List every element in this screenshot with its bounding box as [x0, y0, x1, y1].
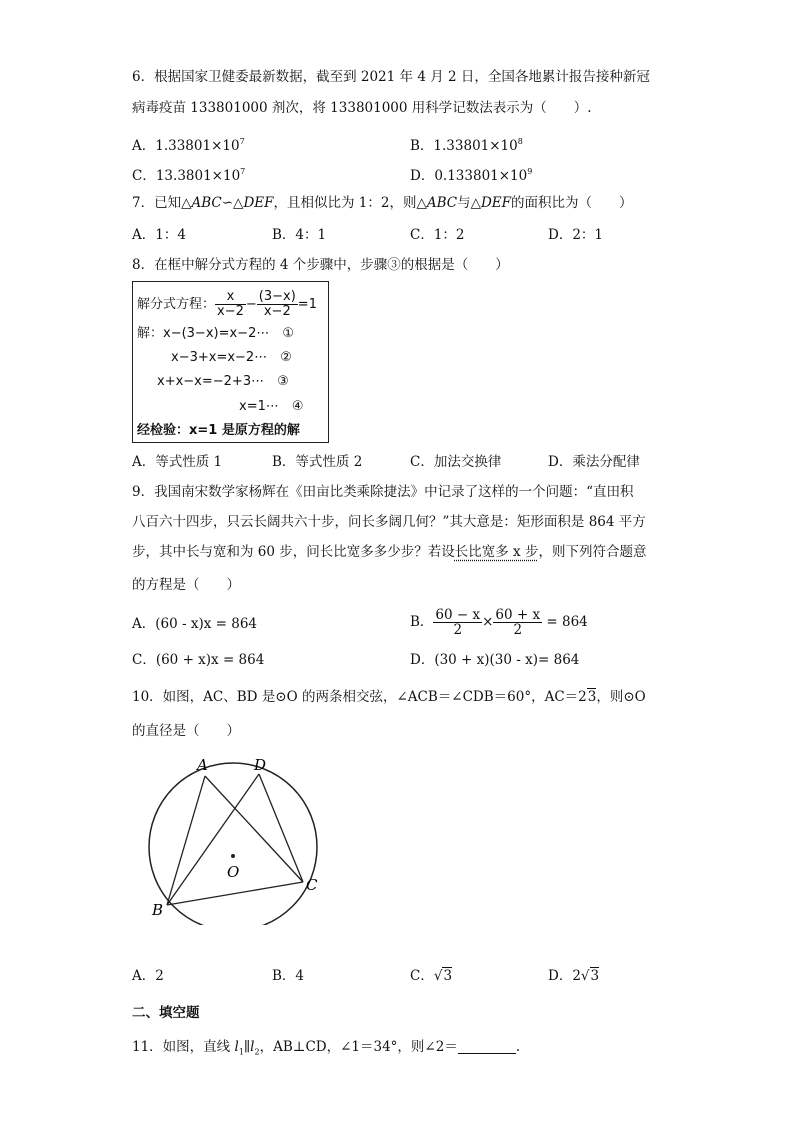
q9-option-a: A．(60 - x)x = 864 [132, 616, 257, 632]
section-title-fill-in: 二、填空题 [132, 1005, 200, 1021]
q10-option-a: A．2 [132, 968, 164, 984]
q9-line2: 八百六十四步，只云长阔共六十步，问长多阔几何？”其大意是：矩形面积是 864 平方 [132, 514, 646, 530]
q6-option-c: C．$13.3801\times 10^7$ [132, 167, 246, 184]
circle-o [149, 763, 317, 925]
q6-line2: 病毒疫苗 133801000 剂次，将 133801000 用科学记数法表示为（ ）. [132, 100, 592, 116]
q9-option-c: C．(60 + x)x = 864 [132, 652, 265, 668]
q9-line1: 9．我国南宋数学家杨辉在《田亩比类乘除捷法》中记录了这样的一个问题：“直田积 [132, 484, 634, 500]
label-b: B [152, 901, 164, 919]
q9-line4: 的方程是（ ） [132, 577, 240, 593]
q8-option-c: C．加法交换律 [410, 454, 502, 470]
center-point [231, 854, 235, 858]
q6-option-d: D．$0.133801\times 10^9$ [410, 167, 533, 184]
q8-option-d: D．乘法分配律 [548, 454, 640, 470]
q8-equation: 解分式方程： $\frac{x}{x-2}$ − $\frac{(3-x)}{x-2}$ =1 [137, 289, 317, 319]
q9-line3: 步，其中长与宽和为 60 步，问长比宽多多少步？若设长比宽多 x 步，则下列符合题意 [132, 544, 647, 560]
q8-step-3: x+x−x=−2+3⋯ ③ [157, 374, 289, 389]
chord-bd [167, 774, 259, 905]
chord-dc [259, 774, 303, 882]
q7-option-d: D．2：1 [548, 227, 604, 243]
q10-line2: 的直径是（ ） [132, 723, 240, 739]
q7-stem: 7．已知△ABC∽△DEF，且相似比为 1：2，则△ABC与△DEF的面积比为（ ） [132, 195, 633, 211]
q8-stem: 8．在框中解分式方程的 4 个步骤中，步骤③的根据是（ ） [132, 257, 509, 273]
q7-option-b: B．4：1 [272, 227, 327, 243]
q8-solution-box [132, 281, 329, 443]
q7-option-a: A．1：4 [132, 227, 186, 243]
q9-option-d: D．(30 + x)(30 - x)= 864 [410, 652, 580, 668]
q6-option-a: A．$1.33801\times 10^7$ [132, 137, 245, 154]
q8-check: 经检验：x=1 是原方程的解 [137, 423, 300, 438]
q8-option-a: A．等式性质 1 [132, 454, 223, 470]
q10-option-b: B．4 [272, 968, 305, 984]
label-c: C [306, 876, 318, 894]
q6-line1: 6．根据国家卫健委最新数据，截至到 2021 年 4 月 2 日，全国各地累计报告接种新冠 [132, 69, 650, 85]
chord-ab [167, 776, 205, 905]
label-a: A [197, 756, 208, 774]
q8-option-b: B．等式性质 2 [272, 454, 363, 470]
q7-option-c: C．1：2 [410, 227, 465, 243]
answer-blank[interactable] [458, 1039, 516, 1054]
q8-step-2: x−3+x=x−2⋯ ② [171, 350, 292, 365]
q10-option-c: C．√3 [410, 968, 453, 984]
circle-figure [140, 755, 340, 925]
chord-bc [167, 882, 303, 905]
label-o: O [227, 863, 240, 881]
q6-option-b: B．$1.33801\times 10^8$ [410, 137, 523, 154]
q10-option-d: D．2√3 [548, 968, 600, 984]
q10-line1: 10．如图，AC、BD 是⊙O 的两条相交弦，∠ACB＝∠CDB＝60°，AC＝23，则⊙O [132, 689, 646, 705]
q9-emphasis: 长比宽多 x 步 [454, 544, 539, 560]
q11-stem: 11．如图，直线 $l_1\parallel l_2$，AB⊥CD，∠1＝34°，则∠2＝ . [132, 1039, 521, 1057]
label-d: D [254, 756, 267, 774]
q9-option-b: B． $\frac{60 - x}{2}$ × $\frac{60 + x}{2}$ = 864 [410, 607, 588, 638]
q8-step-4: x=1⋯ ④ [239, 399, 304, 414]
q8-step-1: 解：x−(3−x)=x−2⋯ ① [137, 326, 294, 341]
